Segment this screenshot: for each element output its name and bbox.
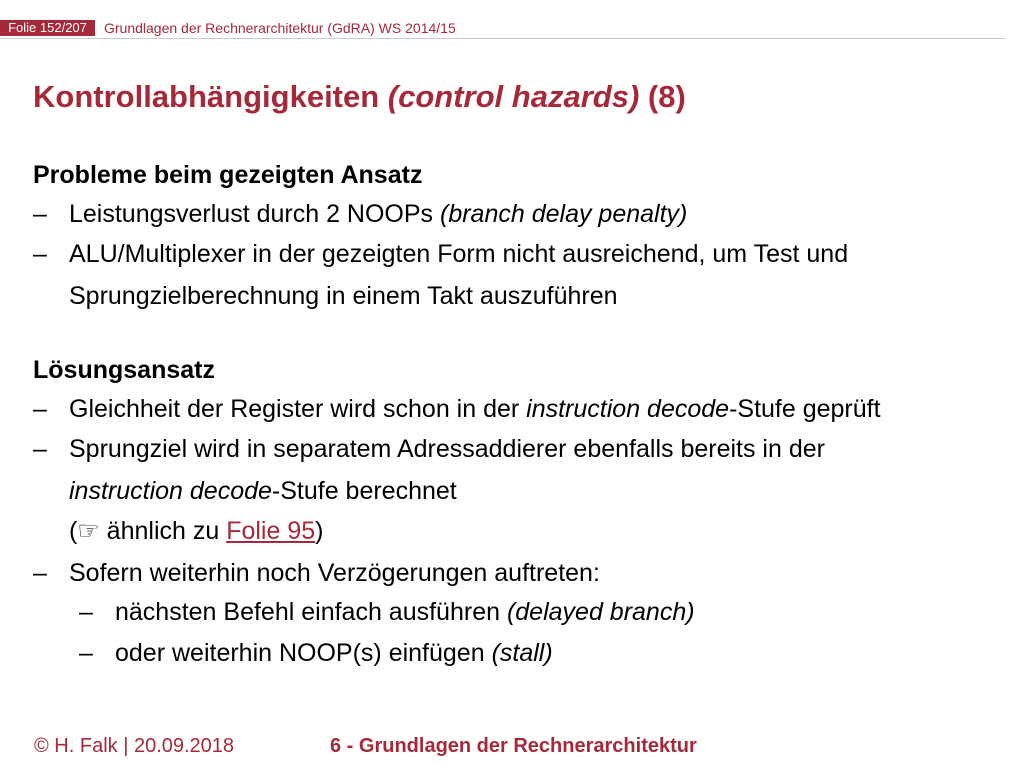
problems-item-2 [33, 239, 848, 269]
bullet-dash: – [79, 598, 93, 626]
solution-item-3-text: Sofern weiterhin noch Verzögerungen auftreten: [69, 559, 600, 587]
folie-95-link[interactable]: Folie 95 [226, 517, 316, 545]
bullet-dash: – [33, 240, 47, 268]
reference-suffix: ) [315, 517, 324, 545]
solution-item-1-italic: instruction decode [526, 395, 730, 423]
solution-sub-item-1 [33, 597, 695, 627]
title-italic: (control hazards) [387, 79, 640, 114]
footer-chapter: 6 - Grundlagen der Rechnerarchitektur [330, 735, 697, 757]
solution-item-2-italic: instruction decode [69, 477, 272, 505]
course-title: Grundlagen der Rechnerarchitektur (GdRA) WS 2014/15 [104, 20, 456, 36]
slide-number-badge: Folie 152/207 [0, 20, 95, 36]
solution-item-2 [33, 434, 825, 464]
problems-item-1-text: Leistungsverlust durch 2 NOOPs [69, 200, 440, 228]
solution-item-1-suffix: -Stufe geprüft [729, 395, 881, 423]
reference-prefix: (☞ ähnlich zu [69, 517, 227, 545]
solution-item-1 [33, 394, 881, 424]
problems-item-1 [33, 199, 687, 229]
solution-heading: Lösungsansatz [33, 356, 215, 384]
solution-item-2-line2 [33, 476, 457, 506]
solution-sub-item-1-italic: (delayed branch) [506, 598, 695, 626]
slide-title [33, 77, 686, 117]
bullet-dash: – [33, 559, 47, 587]
bullet-dash: – [79, 639, 93, 667]
bullet-dash: – [33, 395, 47, 423]
solution-sub-item-2 [33, 638, 553, 668]
solution-sub-item-2-italic: (stall) [491, 639, 553, 667]
problems-item-2-line1: ALU/Multiplexer in der gezeigten Form nicht ausreichend, um Test und [69, 240, 849, 268]
slide-header [0, 17, 1005, 39]
solution-item-2-suffix: -Stufe berechnet [271, 477, 457, 505]
footer-author-date: © H. Falk | 20.09.2018 [34, 735, 235, 757]
solution-item-3 [33, 558, 600, 588]
bullet-dash: – [33, 435, 47, 463]
solution-item-2-line3 [33, 516, 323, 546]
solution-sub-item-2-text: oder weiterhin NOOP(s) einfügen [115, 639, 492, 667]
title-main: Kontrollabhängigkeiten [33, 79, 388, 114]
title-suffix: (8) [639, 79, 686, 114]
slide-footer [0, 733, 1024, 763]
header-divider [0, 38, 1005, 39]
problems-heading: Probleme beim gezeigten Ansatz [33, 161, 423, 189]
solution-sub-item-1-text: nächsten Befehl einfach ausführen [115, 598, 507, 626]
bullet-dash: – [33, 200, 47, 228]
problems-item-1-italic: (branch delay penalty) [440, 200, 688, 228]
solution-item-1-text: Gleichheit der Register wird schon in der [69, 395, 527, 423]
solution-item-2-line1: Sprungziel wird in separatem Adressaddierer ebenfalls bereits in der [69, 435, 825, 463]
problems-item-2-continued: Sprungzielberechnung in einem Takt auszuführen [69, 282, 618, 310]
